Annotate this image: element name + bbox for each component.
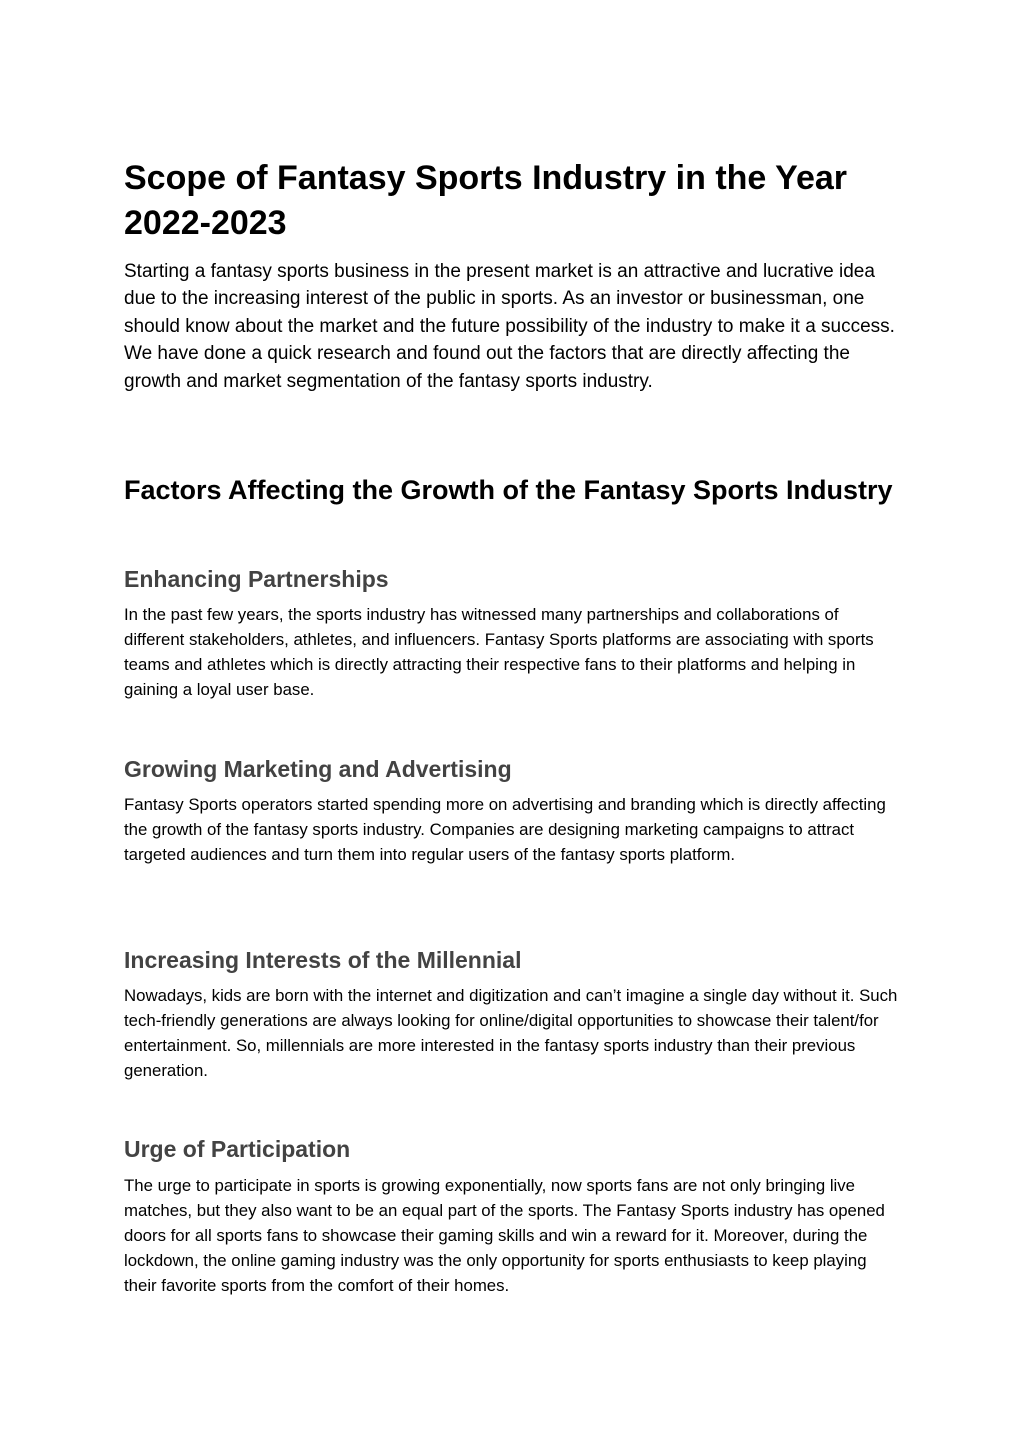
subsection-body-enhancing-partnerships: In the past few years, the sports industry has witnessed many partnerships and collaborations of different stakeholders, athletes, and influencers. Fantasy Sports platforms are associating with sports teams and athletes which is directly attracting their respective fans to their platforms and helping in gaining a loyal user base. (124, 605, 874, 699)
subsection-heading-millennial-interest: Increasing Interests of the Millennial (124, 947, 522, 973)
subsection-body-millennial-interest: Nowadays, kids are born with the internet and digitization and can’t imagine a single day without it. Such tech-friendly generations are always looking for online/digital opportunities to showcase their talent/for entertainment. So, millennials are more interested in the fantasy sports industry than their previous generation. (124, 986, 898, 1080)
subsection-heading-marketing-advertising: Growing Marketing and Advertising (124, 756, 512, 782)
subsection-heading-urge-participation: Urge of Participation (124, 1136, 351, 1162)
subsection-body-marketing-advertising: Fantasy Sports operators started spending more on advertising and branding which is directly affecting the growth of the fantasy sports industry. Companies are designing marketing campaigns to attract targeted audiences and turn them into regular users of the fantasy sports platform. (124, 795, 886, 864)
subsection-body-urge-participation: The urge to participate in sports is growing exponentially, now sports fans are not only bringing live matches, but they also want to be an equal part of the sports. The Fantasy Sports industry has opened doors for all sports fans to showcase their gaming skills and win a reward for it. Moreover, during the lockdown, the online gaming industry was the only opportunity for sports enthusiasts to keep playing their favorite sports from the comfort of their homes. (124, 1176, 885, 1295)
document-title: Scope of Fantasy Sports Industry in the Year 2022-2023 (124, 159, 847, 242)
section-heading: Factors Affecting the Growth of the Fantasy Sports Industry (124, 475, 893, 505)
subsection-heading-enhancing-partnerships: Enhancing Partnerships (124, 566, 389, 592)
intro-paragraph: Starting a fantasy sports business in the present market is an attractive and lucrative idea due to the increasing interest of the public in sports. As an investor or businessman, one should know about the market and the future possibility of the industry to make it a success. We have done a quick research and found out the factors that are directly affecting the growth and market segmentation of the fantasy sports industry. (124, 261, 895, 392)
